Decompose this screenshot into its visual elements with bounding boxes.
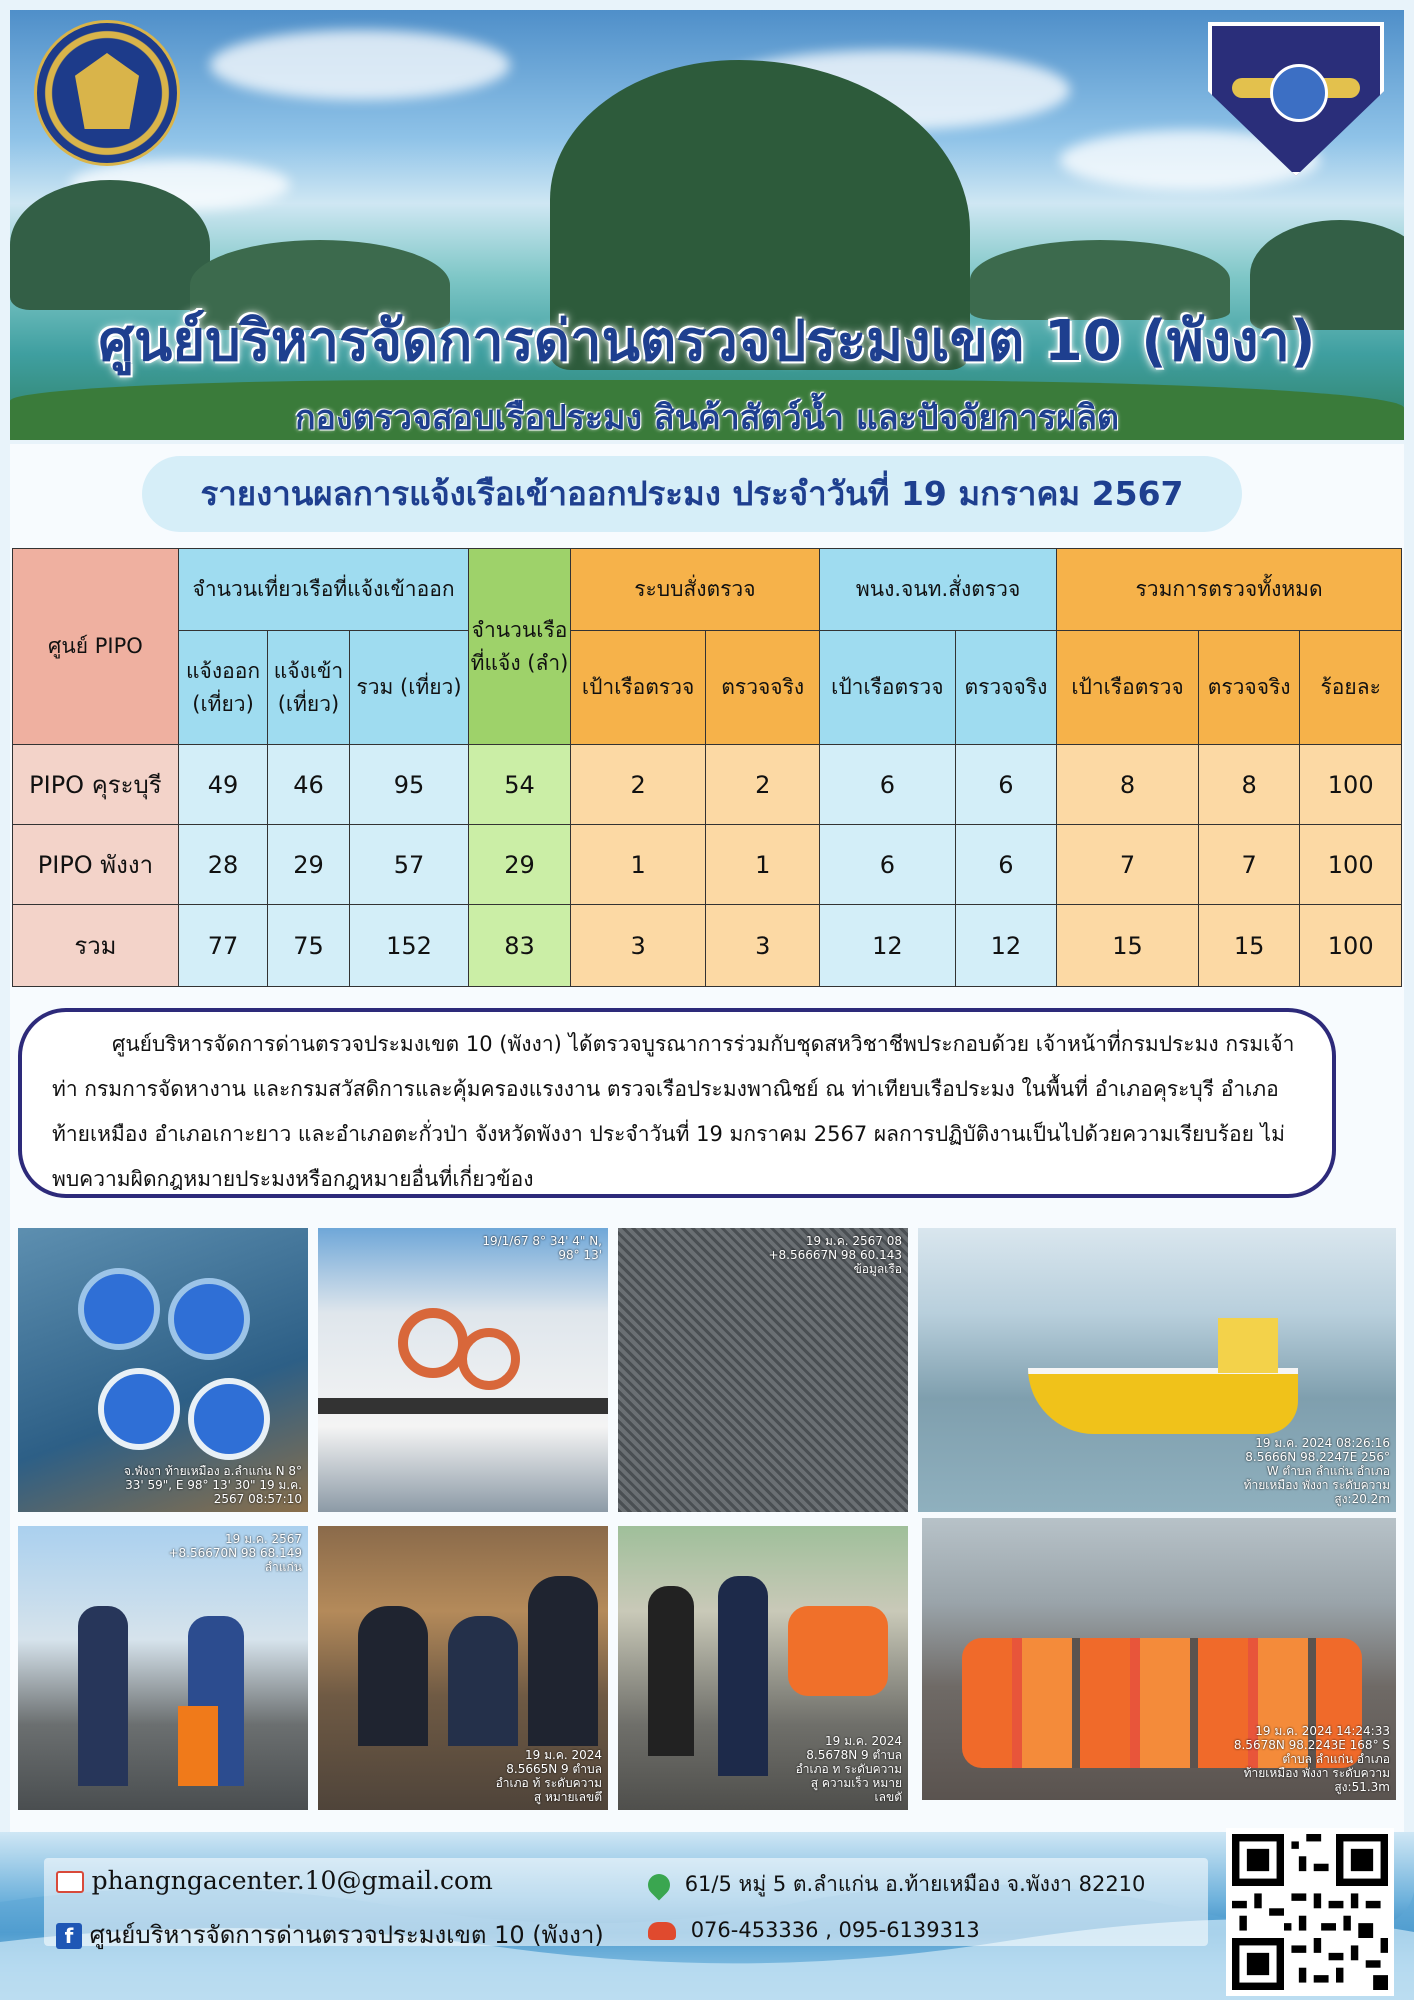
contact-phone[interactable]	[648, 1918, 980, 1942]
photo-stamp: 19 ม.ค. 2024 8.5665N 9 ตำบล อำเภอ ท้ ระดับความสู หมายเลขตึ	[495, 1748, 602, 1804]
header-percent: ร้อยละ	[1300, 631, 1402, 745]
cell-percent: 100	[1300, 745, 1402, 825]
header-total-inspection: รวมการตรวจทั้งหมด	[1057, 549, 1402, 631]
cell-percent: 100	[1300, 905, 1402, 987]
photo-crew-lifejackets	[922, 1518, 1396, 1800]
cell-all-actual: 8	[1198, 745, 1300, 825]
header-sys-target: เป้าเรือตรวจ	[570, 631, 706, 745]
page-title: ศูนย์บริหารจัดการด่านตรวจประมงเขต 10 (พังงา)	[98, 309, 1316, 374]
cell-sys-target: 2	[570, 745, 706, 825]
phone-icon	[648, 1922, 676, 1940]
table-row-total	[13, 905, 1402, 987]
cell-sys-actual: 3	[706, 905, 820, 987]
cell-off-actual: 12	[955, 905, 1057, 987]
contact-address	[648, 1868, 1145, 1901]
photo-stamp: 19/1/67 8° 34' 4" N, 98° 13'	[482, 1234, 602, 1262]
cell-total: 57	[349, 825, 469, 905]
row-center: PIPO พังงา	[13, 825, 179, 905]
table-row	[13, 825, 1402, 905]
photo-stamp: 19 ม.ค. 2024 8.5678N 9 ตำบล อำเภอ ท ระดับความสู ความเร็ว หมายเลขตั	[795, 1734, 902, 1804]
cell-sys-target: 1	[570, 825, 706, 905]
email-text: phangngacenter.10@gmail.com	[91, 1866, 493, 1895]
photo-fishing-boat	[918, 1228, 1396, 1512]
cell-boats: 54	[469, 745, 571, 825]
cell-all-actual: 7	[1198, 825, 1300, 905]
cell-total: 95	[349, 745, 469, 825]
cell-percent: 100	[1300, 825, 1402, 905]
facebook-icon: f	[56, 1923, 82, 1949]
photo-stamp: จ.พังงา ท้ายเหมือง อ.ลำแก่น N 8° 33' 59", E 98° 13' 30" 19 ม.ค. 2567 08:57:10	[123, 1464, 302, 1506]
cell-off-target: 12	[820, 905, 956, 987]
location-pin-icon	[643, 1869, 674, 1900]
report-title: รายงานผลการแจ้งเรือเข้าออกประมง ประจำวันที่ 19 มกราคม 2567	[142, 456, 1242, 532]
cell-total: 152	[349, 905, 469, 987]
department-of-fisheries-logo	[34, 20, 180, 166]
cell-boats: 29	[469, 825, 571, 905]
header-all-target: เป้าเรือตรวจ	[1057, 631, 1199, 745]
cell-all-actual: 15	[1198, 905, 1300, 987]
inspection-stats-table	[12, 548, 1402, 987]
photo-stamp: 19 ม.ค. 2567 08 +8.56667N 98 60.143 ข้อมูลเรือ	[768, 1234, 902, 1276]
photo-document-check	[318, 1526, 608, 1810]
photo-crew-briefing	[618, 1526, 908, 1810]
cell-all-target: 15	[1057, 905, 1199, 987]
cell-off-target: 6	[820, 745, 956, 825]
cell-in: 75	[268, 905, 349, 987]
cell-in: 29	[268, 825, 349, 905]
cell-out: 49	[178, 745, 267, 825]
header-officer-order: พนง.จนท.สั่งตรวจ	[820, 549, 1057, 631]
header-center: ศูนย์ PIPO	[13, 549, 179, 745]
row-center: รวม	[13, 905, 179, 987]
cell-sys-target: 3	[570, 905, 706, 987]
row-center: PIPO คุระบุรี	[13, 745, 179, 825]
header-trips: จำนวนเที่ยวเรือที่แจ้งเข้าออก	[178, 549, 468, 631]
header-total: รวม (เที่ยว)	[349, 631, 469, 745]
description-text: ศูนย์บริหารจัดการด่านตรวจประมงเขต 10 (พังงา) ได้ตรวจบูรณาการร่วมกับชุดสหวิชาชีพประกอบด้วย เจ้าหน้าที่กรมประมง กรมเจ้าท่า กรมการจัดหางาน และกรมสวัสดิการและคุ้มครองแรงงาน ตรวจเรือประมงพาณิชย์ ณ ท่าเทียบเรือประมง ในพื้นที่ อำเภอคุระบุรี อำเภอท้ายเหมือง อำเภอเกาะยาว และอำเภอตะกั่วป่า จังหวัดพังงา ประจำวันที่ 19 มกราคม 2567 ผลการปฏิบัติงานเป็นไปด้วยความเรียบร้อย ไม่พบความผิดกฎหมายประมงหรือกฎหมายอื่นที่เกี่ยวข้อง	[52, 1032, 1295, 1191]
page-subtitle: กองตรวจสอบเรือประมง สินค้าสัตว์น้ำ และปัจจัยการผลิต	[294, 398, 1120, 438]
photo-stamp: 19 ม.ค. 2024 14:24:33 8.5678N 98.2243E 168° S ตำบล ลำแก่น อำเภอ ท้ายเหมือง พังงา ระดับความสูง:51.3m	[1233, 1724, 1390, 1794]
cell-all-target: 7	[1057, 825, 1199, 905]
qr-code-graphic	[1232, 1834, 1388, 1990]
contact-email[interactable]	[56, 1866, 493, 1895]
photo-stamp: 19 ม.ค. 2567 +8.56670N 98 68.149 ลำแก่น	[168, 1532, 302, 1574]
cell-out: 28	[178, 825, 267, 905]
description-box	[18, 1008, 1336, 1198]
header-all-actual: ตรวจจริง	[1198, 631, 1300, 745]
cell-off-actual: 6	[955, 825, 1057, 905]
contact-facebook[interactable]	[56, 1915, 604, 1954]
header-system-order: ระบบสั่งตรวจ	[570, 549, 819, 631]
phone-text: 076-453336 , 095-6139313	[690, 1918, 980, 1942]
header-in: แจ้งเข้า (เที่ยว)	[268, 631, 349, 745]
cell-in: 46	[268, 745, 349, 825]
cell-off-actual: 6	[955, 745, 1057, 825]
header-off-target: เป้าเรือตรวจ	[820, 631, 956, 745]
cell-sys-actual: 1	[706, 825, 820, 905]
header-off-actual: ตรวจจริง	[955, 631, 1057, 745]
photo-fishing-net	[618, 1228, 908, 1512]
header-sys-actual: ตรวจจริง	[706, 631, 820, 745]
photo-stamp: 19 ม.ค. 2024 08:26:16 8.5666N 98.2247E 256° W ตำบล ลำแก่น อำเภอ ท้ายเหมือง พังงา ระดับความสูง:20.2m	[1243, 1436, 1390, 1506]
cell-off-target: 6	[820, 825, 956, 905]
cell-boats: 83	[469, 905, 571, 987]
photo-fish-containers	[18, 1228, 308, 1512]
cell-out: 77	[178, 905, 267, 987]
cell-all-target: 8	[1057, 745, 1199, 825]
photo-officer-inspection	[18, 1526, 308, 1810]
cell-sys-actual: 2	[706, 745, 820, 825]
facebook-text: ศูนย์บริหารจัดการด่านตรวจประมงเขต 10 (พังงา)	[89, 1921, 604, 1949]
address-text: 61/5 หมู่ 5 ต.ลำแก่น อ.ท้ายเหมือง จ.พังงา 82210	[684, 1872, 1146, 1896]
photo-boat-side	[318, 1228, 608, 1512]
header-boats: จำนวนเรือที่แจ้ง (ลำ)	[469, 549, 571, 745]
table-row	[13, 745, 1402, 825]
qr-code[interactable]	[1226, 1828, 1394, 1996]
header-out: แจ้งออก (เที่ยว)	[178, 631, 267, 745]
email-icon	[56, 1871, 84, 1893]
